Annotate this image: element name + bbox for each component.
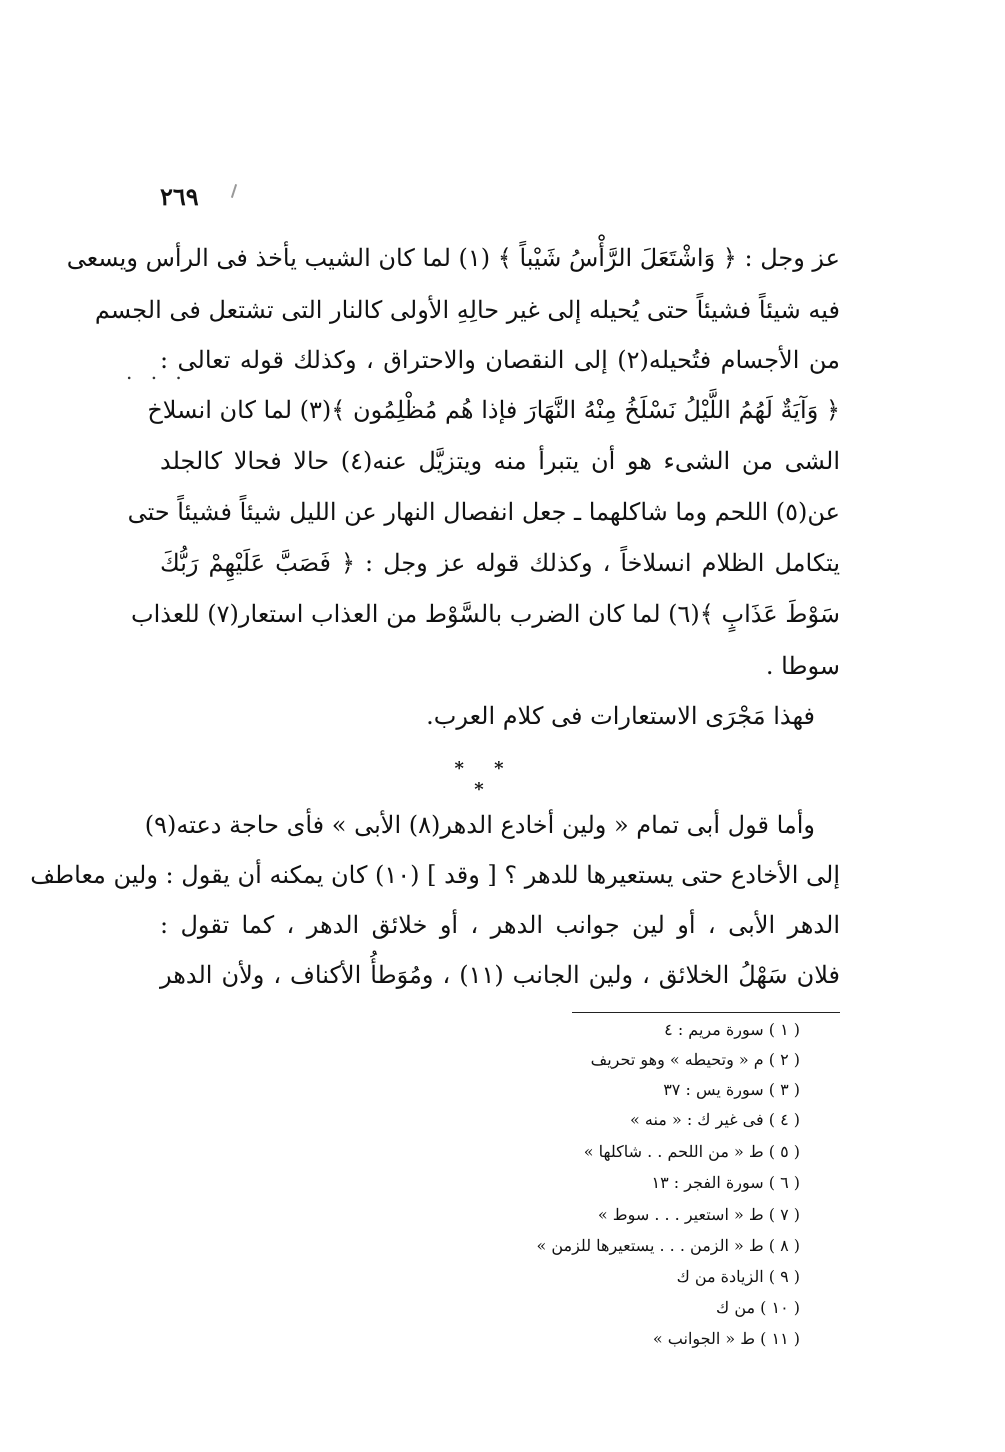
footnote: ( ١٠ ) من ك <box>716 1298 800 1317</box>
body-line: من الأجسام فتُحيله(٢) إلى النقصان والاحتراق ، وكذلك قوله تعالى : <box>160 346 840 374</box>
body-line: الشى من الشىء هو أن يتبرأ منه ويتزيَّل عنه(٤) حالا فحالا كالجلد <box>160 447 840 475</box>
footnote: ( ٧ ) ط « استعير . . . سوط » <box>597 1205 800 1224</box>
section-separator: * * * <box>454 758 516 800</box>
footnote: ( ٩ ) الزيادة من ك <box>676 1267 800 1286</box>
body-line: الدهر الأبى ، أو لين جوانب الدهر ، أو خلائق الدهر ، كما تقول : <box>160 911 840 939</box>
body-line: عن(٥) اللحم وما شاكلهما ـ جعل انفصال النهار عن الليل شيئاً فشيئاً حتى <box>127 498 840 526</box>
body-line: سوطا . <box>765 652 840 680</box>
footnote: ( ١ ) سورة مريم : ٤ <box>664 1020 800 1039</box>
margin-dots: . . . <box>126 360 188 384</box>
footnote: ( ٤ ) فى غير ك : « منه » <box>630 1110 800 1129</box>
body-line: وأما قول أبى تمام « ولين أخادع الدهر(٨) الأبى » فأى حاجة دعته(٩) <box>144 811 815 839</box>
body-line: إلى الأخادع حتى يستعيرها للدهر ؟ [ وقد ] (١٠) كان يمكنه أن يقول : ولين معاطف <box>30 861 840 889</box>
body-line: فهذا مَجْرَى الاستعارات فى كلام العرب. <box>426 702 815 730</box>
footnote: ( ٣ ) سورة يس : ٣٧ <box>663 1080 800 1099</box>
footnote: ( ٨ ) ط « الزمن . . . يستعيرها للزمن » <box>536 1236 800 1255</box>
footnote-rule <box>572 1012 840 1013</box>
footnote: ( ٦ ) سورة الفجر : ١٣ <box>651 1173 800 1192</box>
body-line: يتكامل الظلام انسلاخاً ، وكذلك قوله عز وجل : ﴿ فَصَبَّ عَلَيْهِمْ رَبُّكَ <box>160 549 840 577</box>
footnote: ( ٥ ) ط « من اللحم . . شاكلها » <box>583 1142 800 1161</box>
body-line: فلان سَهْلُ الخلائق ، ولين الجانب (١١) ، ومُوَطأُ الأكناف ، ولأن الدهر <box>160 961 840 989</box>
footnote: ( ٢ ) م « وتحيطه » وهو تحريف <box>590 1050 800 1069</box>
body-line: فيه شيئاً فشيئاً حتى يُحيله إلى غير حالِهِ الأولى كالنار التى تشتعل فى الجسم <box>94 296 840 324</box>
scan-mark <box>231 184 237 198</box>
body-line: عز وجل : ﴿ وَاشْتَعَلَ الرَّأْسُ شَيْباً ﴾ (١) لما كان الشيب يأخذ فى الرأس ويسعى <box>66 244 840 272</box>
body-line: سَوْطَ عَذَابٍ ﴾(٦) لما كان الضرب بالسَّوْط من العذاب استعار(٧) للعذاب <box>130 600 840 628</box>
footnote: ( ١١ ) ط « الجوانب » <box>652 1329 800 1348</box>
body-line: ﴿ وَآيَةٌ لَهُمُ اللَّيْلُ نَسْلَخُ مِنْهُ النَّهَارَ فإذا هُم مُظْلِمُون ﴾(٣) لما كان انسلاخ <box>147 396 840 424</box>
page-number: ٢٦٩ <box>160 182 199 211</box>
